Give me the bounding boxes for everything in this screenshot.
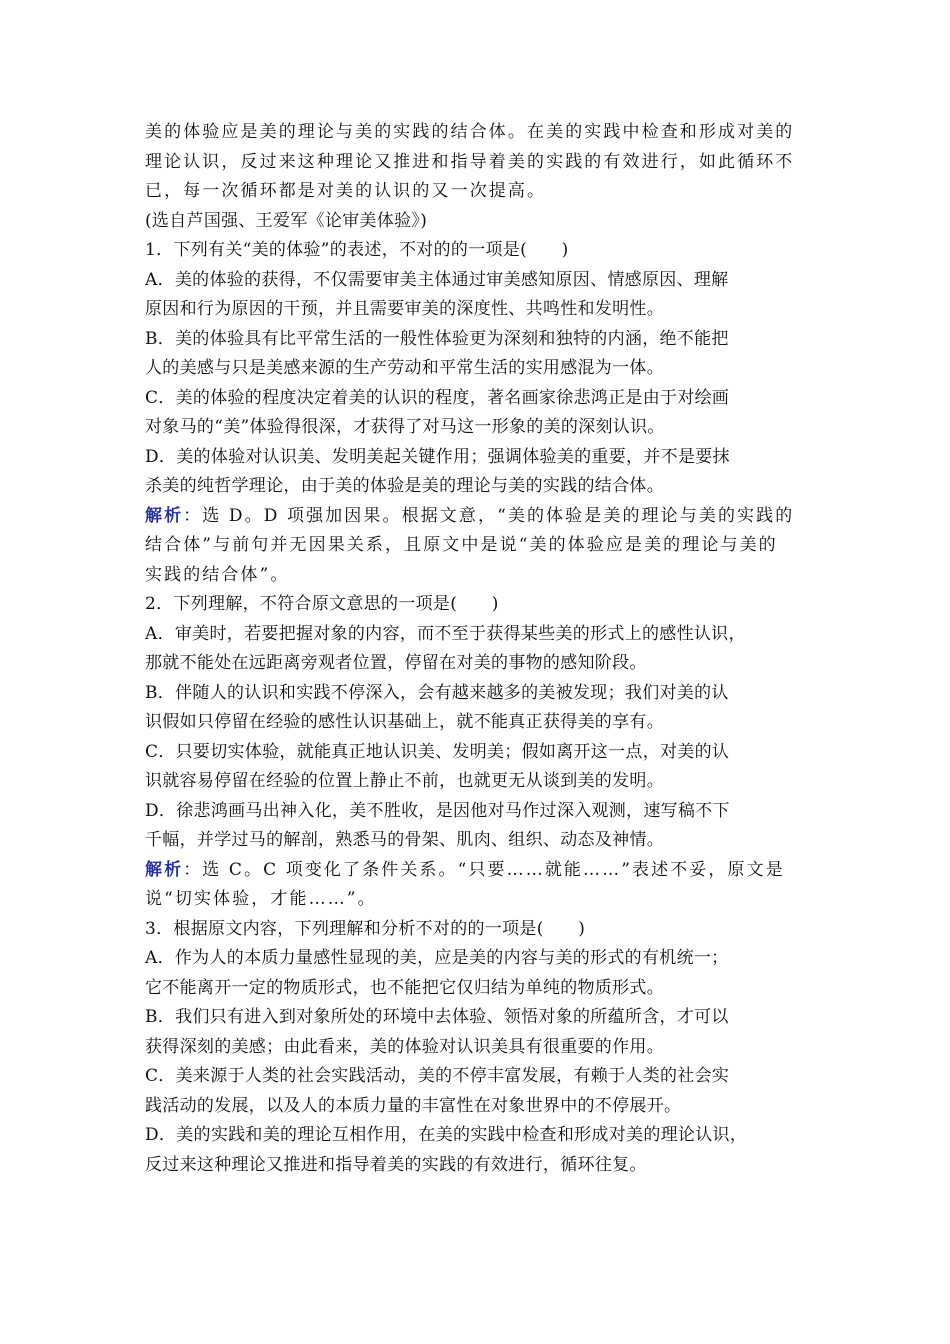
question-3-option-c: C．美来源于人类的社会实践活动，美的不停丰富发展，有赖于人类的社会实 [145, 1066, 730, 1086]
question-1-option-d-cont: 杀美的纯哲学理论，由于美的体验是美的理论与美的实践的结合体。 [145, 476, 664, 496]
question-3-option-c-cont: 践活动的发展，以及人的本质力量的丰富性在对象世界中的不停展开。 [145, 1095, 682, 1116]
question-2-option-a: A．审美时，若要把握对象的内容，而不至于获得某些美的形式上的感性认识， [145, 623, 746, 644]
question-2-analysis [145, 856, 815, 886]
question-2-option-a-cont: 那就不能处在远距离旁观者位置，停留在对美的事物的感知阶段。 [145, 653, 647, 673]
question-3-option-b: B．我们只有进入到对象所处的环境中去体验、领悟对象的所蕴所含，才可以 [145, 1007, 729, 1027]
question-1-option-c: C．美的体验的程度决定着美的认识的程度，著名画家徐悲鸿正是由于对绘画 [145, 387, 730, 408]
question-2 [145, 590, 815, 915]
question-3 [145, 915, 815, 1181]
passage-ending [145, 118, 815, 236]
analysis-label: 解析 [145, 859, 184, 880]
question-1-option-b: B．美的体验具有比平常生活的一般性体验更为深刻和独特的内涵，绝不能把 [145, 328, 729, 349]
question-1-stem: 1．下列有关“美的体验”的表述，不对的的一项是( ) [145, 240, 569, 260]
question-2-stem: 2．下列理解，不符合原文意思的一项是( ) [145, 594, 499, 614]
question-1-option-a: A．美的体验的获得，不仅需要审美主体通过审美感知原因、情感原因、理解 [145, 269, 729, 290]
passage-line: 理论认识，反过来这种理论又推进和指导着美的实践的有效进行，如此循环不 [145, 151, 795, 172]
question-3-option-a-cont: 它不能离开一定的物质形式，也不能把它仅归结为单纯的物质形式。 [145, 977, 664, 998]
question-3-option-a: A．作为人的本质力量感性显现的美，应是美的内容与美的形式的有机统一； [145, 948, 729, 968]
question-2-option-b: B．伴随人的认识和实践不停深入，会有越来越多的美被发现；我们对美的认 [145, 682, 729, 703]
question-2-option-d-cont: 千幅，并学过马的解剖，熟悉马的骨架、肌肉、组织、动态及神情。 [145, 830, 664, 850]
question-1-option-d: D．美的体验对认识美、发明美起关键作用；强调体验美的重要，并不是要抹 [145, 446, 730, 467]
passage-line: 美的体验应是美的理论与美的实践的结合体。在美的实践中检查和形成对美的 [145, 122, 795, 142]
passage-line: 已，每一次循环都是对美的认识的又一次提高。 [145, 181, 547, 201]
analysis-text: ：选 D。D 项强加因果。根据文意，“美的体验是美的理论与美的实践的 [183, 505, 795, 526]
question-1 [145, 236, 815, 590]
question-3-option-b-cont: 获得深刻的美感；由此看来，美的体验对认识美具有很重要的作用。 [145, 1036, 664, 1057]
question-3-option-d-cont: 反过来这种理论又推进和指导着美的实践的有效进行，循环往复。 [145, 1154, 647, 1175]
question-3-option-d: D．美的实践和美的理论互相作用，在美的实践中检查和形成对美的理论认识， [145, 1125, 748, 1145]
question-1-analysis [145, 502, 815, 532]
document-page [145, 118, 815, 1180]
question-2-option-c: C．只要切实体验，就能真正地认识美、发明美；假如离开这一点，对美的认 [145, 741, 730, 762]
question-3-stem: 3．根据原文内容，下列理解和分析不对的的一项是( ) [145, 918, 586, 939]
question-1-option-a-cont: 原因和行为原因的干预，并且需要审美的深度性、共鸣性和发明性。 [145, 299, 664, 319]
question-2-option-b-cont: 识假如只停留在经验的感性认识基础上，就不能真正获得美的享有。 [145, 712, 664, 732]
question-2-analysis-cont: 说“切实体验，才能……”。 [145, 889, 377, 909]
analysis-label: 解析 [145, 505, 184, 526]
question-1-option-c-cont: 对象马的“美”体验得很深，才获得了对马这一形象的美的深刻认识。 [145, 417, 665, 437]
passage-source: (选自芦国强、王爱军《论审美体验》) [145, 210, 428, 231]
question-2-option-d: D．徐悲鸿画马出神入化，美不胜收，是因他对马作过深入观测，速写稿不下 [145, 800, 730, 821]
question-1-option-b-cont: 人的美感与只是美感来源的生产劳动和平常生活的实用感混为一体。 [145, 358, 664, 378]
analysis-text: ：选 C。C 项变化了条件关系。“只要……就能……”表述不妥，原文是 [183, 859, 785, 880]
question-2-option-c-cont: 识就容易停留在经验的位置上静止不前，也就更无从谈到美的发明。 [145, 771, 664, 791]
question-1-analysis-cont: 实践的结合体”。 [145, 564, 290, 585]
question-1-analysis-cont: 结合体”与前句并无因果关系，且原文中是说“美的体验应是美的理论与美的 [145, 535, 778, 555]
